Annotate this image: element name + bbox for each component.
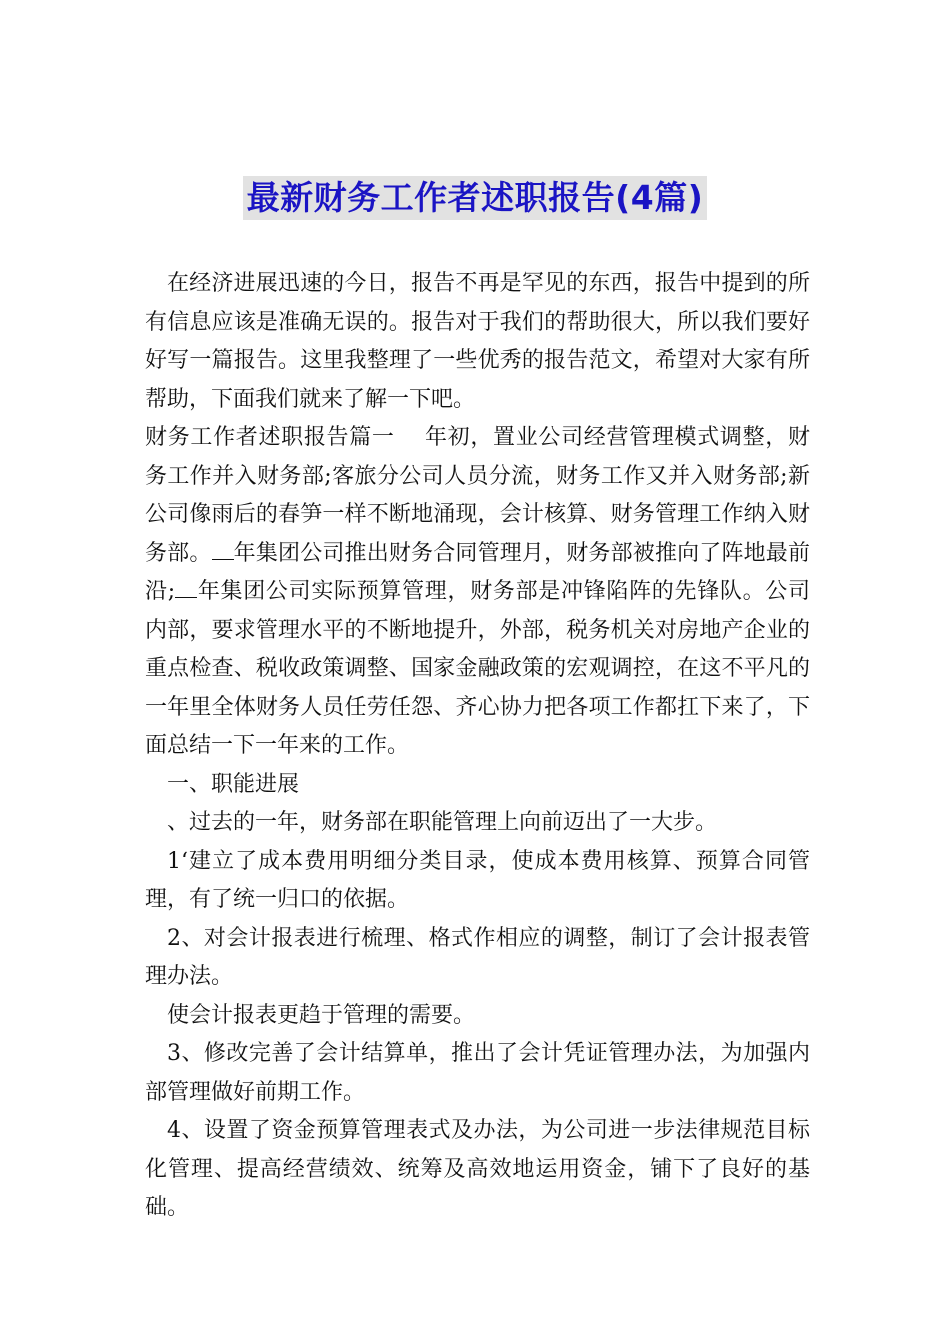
list-item-4: 4、设置了资金预算管理表式及办法，为公司进一步法律规范目标化管理、提高经营绩效、统筹及高效地运用资金，铺下了良好的基础。 — [145, 1118, 810, 1220]
document-title: 最新财务工作者述职报告(4篇) — [243, 176, 708, 220]
intro-paragraph: 在经济进展迅速的今日，报告不再是罕见的东西，报告中提到的所有信息应该是准确无误的。报告对于我们的帮助很大，所以我们要好好写一篇报告。这里我整理了一些优秀的报告范文，希望对大家有所帮助，下面我们就来了解一下吧。 — [145, 271, 810, 412]
list-item-3: 3、修改完善了会计结算单，推出了会计凭证管理办法，为加强内部管理做好前期工作。 — [145, 1041, 810, 1105]
section1-text-3: 年集团公司实际预算管理，财务部是冲锋陷阵的先锋队。公司内部，要求管理水平的不断地提升，外部，税务机关对房地产企业的重点检查、税收政策调整、国家金融政策的宏观调控，在这不平凡的一年里全体财务人员任劳任怨、齐心协力把各项工作都扛下来了，下面总结一下一年来的工作。 — [145, 579, 810, 758]
section1-text-1: 财务工作者述职报告篇一 年初，置业公司经营管理模式调整，财务工作并入财务部;客旅分公司人员分流，财务工作又并入财务部;新公司像雨后的春笋一样不断地涌现，会计核算、财务管理工作纳入财务部。 — [145, 425, 810, 566]
list-item-0: 、过去的一年，财务部在职能管理上向前迈出了一大步。 — [167, 810, 718, 835]
section1-text-2: 年集团公司推出财务合同管理月，财务部被推向了阵地最前沿; — [145, 540, 810, 604]
title-container — [0, 176, 950, 220]
list-item-2-continuation: 使会计报表更趋于管理的需要。 — [167, 1002, 476, 1028]
list-item-1: 1‘建立了成本费用明细分类目录，使成本费用核算、预算合同管理，有了统一归口的依据。 — [145, 848, 810, 912]
blank-underline — [175, 579, 197, 598]
document-body — [145, 265, 810, 1228]
list-item-2: 2、对会计报表进行梳理、格式作相应的调整，制订了会计报表管理办法。 — [145, 925, 810, 989]
section1-paragraph — [145, 419, 810, 766]
heading-functions: 一、职能进展 — [167, 771, 300, 797]
blank-underline — [212, 541, 234, 560]
